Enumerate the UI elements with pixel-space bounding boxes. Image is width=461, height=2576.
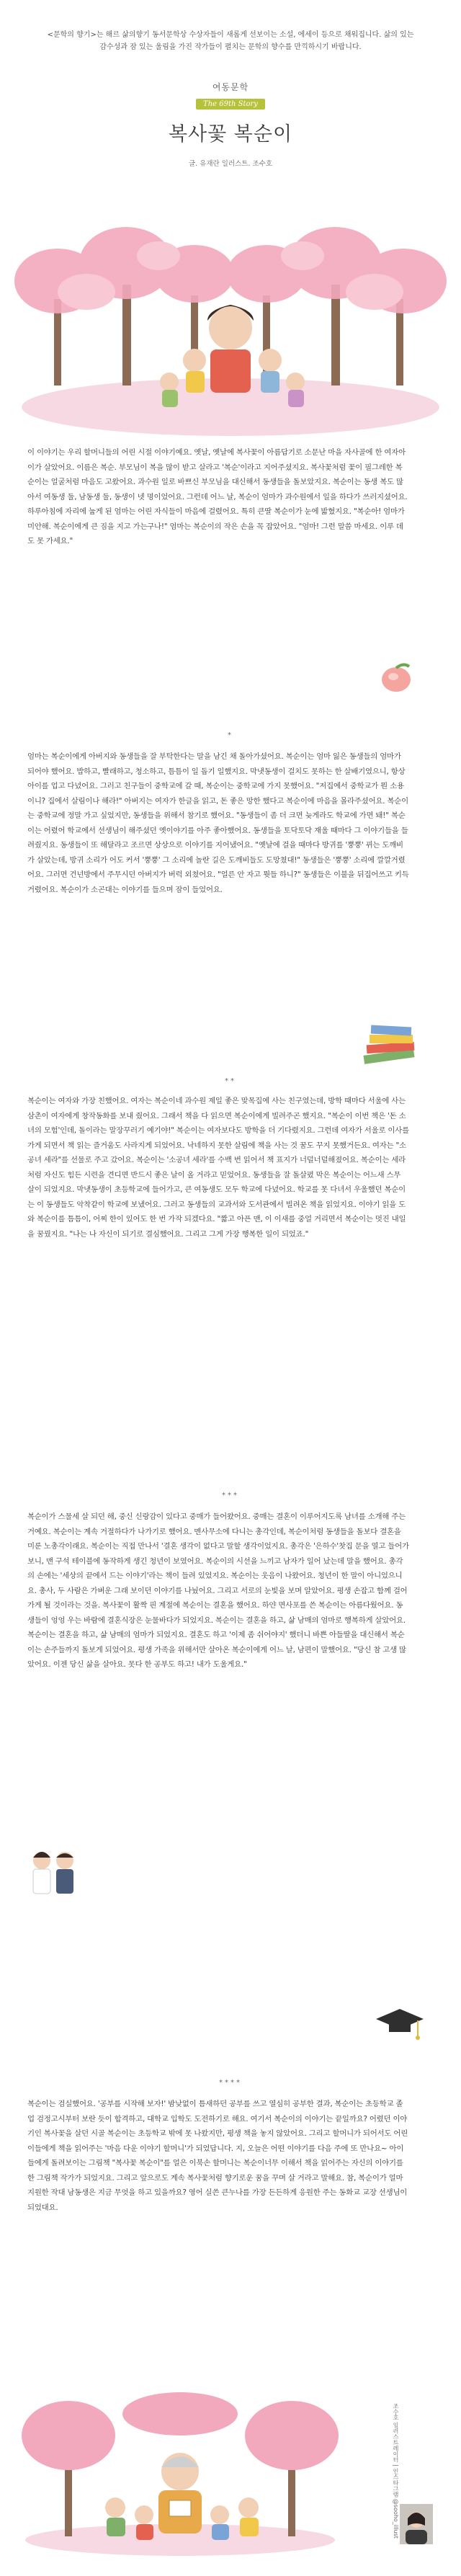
section-divider-3: *** (222, 1492, 239, 1499)
section-divider-4: **** (219, 2079, 242, 2087)
section-divider-1: * (228, 731, 233, 739)
body-section-2: 엄마는 복순이에게 아버지와 동생들을 잘 부탁한다는 말을 남긴 채 돌아가셨어요. 복순이는 엄마 잃은 동생들의 엄마가 되어야 했어요. 밥하고, 빨래하고, 청소하고, 틈틈이 일 돕기 일했지요. 막냇동생이 걸치도 못하는 한 살배기였으니, 항상 아이를 업고 다녔어요. 그러고 친구들이 중학교에 갈 때, 복순이는 중학교에 가지 못했어요. "저집에서 중학교가 뭔 소용이니? 집에서 살림이나 해라!" 아버지는 여자가 한글을 읽고, 돈 좋은 망한 했다고 복순이에 마음을 몰라주셨어요. 복순이는 중학교에 정말 가고 싶었지만, 동생들을 위해서 참기로 했어요. "동생들이 좀 더 크면 늦게라도 학교에 가면 돼!" 복순이는 어렸어 학교에서 선생님이 해주셨던 옛이야기를 아주 좋아했어요. 동생들을 토닥토닥 재울 때마다 그 이야기들을 들려줬지요. 동생들이 또 해달라고 조르면 상상으로 이야기를 지어냈어요. "옛날에 걸을 때마다 방귀를 '뿡뿡' 뀌는 도깨비가 살았는데, 방귀 소리가 어도 커서 '뿡뿡' 그 소리에 놀란 길은 도깨비들도 도망쳤대!" 동생들은 '뿡뿡' 소리에 깔깔거렸어요. 그러면 건넌방에서 주무시던 아버지가 버럭 외쳤어요. "얼른 안 자고 뭣들 하니?" 동생들은 이불을 뒤집어쓰고 키득거렸어요. 복순이가 소곤대는 이야기를 들으며 잠이 들었어요. (27, 752, 409, 894)
graduation-cap-icon (375, 2003, 425, 2046)
intro-text: <문학의 향기>는 해르 삶의향기 동서문학상 수상자들이 새롭게 선보이는 소설, 에세이 등으로 채워집니다. 삶의 있는 감수성과 잠 있는 울림을 가진 작가들이 펼치는 문학의 향수를 만끽하시기 바랍니다. (47, 31, 414, 51)
article-header (0, 81, 461, 168)
byline: 글. 유재란 일러스트. 조수호 (188, 160, 273, 168)
body-section-3: 복순이는 여자와 가장 친했어요. 여자는 복순이네 과수원 제일 좋은 맞목집에 사는 친구였는데, 방학 때마다 서울에 사는 삼촌이 여자에게 창작동화를 보내 줬어요. 그래서 책을 다 읽으면 복순이에게 빌려주곤 했지요. "복순이 이번 책은 '돈 소녀의 모험'인데, 돌이라는 말장꾸러기 예기야!" 복순이는 여자보다도 방학을 더 기다렸지요. 그런데 여자가 서울로 이사를 가게 되면서 책 읽는 즐거움도 사라지게 되었어요. 낙네하지 못한 살림에 책을 사는 것 꿈도 꾸지 못했거든요. 여자는 "소공녀 세라"를 선물로 주고 갔어요. 복순이는 '소공녀 세라'를 수백 번 읽어서 책 표지가 너덜너덜해졌어요. 복순이는 세라처럼 자신도 힘든 시련을 견디면 반드시 좋은 날이 올 거라고 믿었어요. 동생들을 잘 돌살폈 막은 복순이는 어느새 스무 살이 되었지요. 막냇동생이 초등학교에 들어가고, 큰 여동생도 모두 학교에 다녔어요. 학교를 못 다녀서 우울했던 복순이는 이 동생들도 악착같이 학교에 보냈어요. 그러고 동생들의 교과서와 도서관에서 빌려온 책을 읽었지요. 이야기 읽을 도와 복순이를 틈틈이, 어찌 한이 있어도 한 번 가작 되겠다요. "짧고 아픈 맨, 이 이새를 중얼 거리면서 복순이는 멋진 내일을 꿈꿨지요. "나는 나 자신이 되기로 결심했어요. 그리고 그게 가장 행복한 일이 되었죠." (27, 1097, 409, 1239)
couple-icon (20, 1845, 85, 1902)
page-title: 복사꽃 복순이 (168, 123, 293, 146)
author-photo (400, 2504, 433, 2544)
bottom-illustration (22, 2392, 339, 2558)
peach-icon (375, 659, 418, 695)
illustration-credit: 조수호 일러스트레이터 | 인스타그램 @sooho_illust (393, 2403, 399, 2539)
body-section-1: 이 이야기는 우리 할머니들의 어린 시절 이야기예요. 옛날, 옛날에 복사꽃이 아름답기로 소문난 마을 자사골에 한 여자아이가 살았어요. 이름은 복순. 부모님이 복을 많이 받고 살라고 '복순'이라고 지어주셨지요. 복사꽃처럼 꽃이 필그레한 복순이는 얼굴처럼 마음도 고왔어요. 과수원 일로 바쁘신 부모님을 대신해서 동생들을 돌보았지요. 복순이는 동생 복도 많아서 여동생 둘, 남동생 둘, 동생이 넷 명이었어요. 그런데 어느 날, 복순이 엄마가 과수원에서 일을 하다가 쓰러지셨어요. 하루아침에 자리에 눕게 된 엄마는 어린 자식들이 마음에 걸렸어요. 특히 큰딸 복순이가 눈에 밟혔지요. "복순아! 엄마가 미안해. 복순이에게 큰 짐을 지고 가는구나!" 엄마는 복순이의 작은 손을 꼭 잡았어요. "엄마! 그런 말씀 마세요. 이루 데도 못 가세요." (27, 448, 408, 545)
hero-illustration (14, 213, 447, 436)
body-section-5: 복순이는 검실했어요. '공부를 시작해 보자!' 밤낮없이 틈새하던 공부를 쓰고 열심히 공부한 결과, 복순이는 초등학교 졸업 검정고시부터 보란 듯이 합격하고, 대학교 입학도 도전하기로 해요. 여기서 복순이의 이야기는 끝일까요? 어렸던 이야기인 복사꽃을 살던 시골 복순이는 초등학교 밖에 못 나왔지만, 평생 책을 놓지 않았어요. 그리고 할머니가 되어서도 어린이들에게 책을 읽어주는 '마음 다운 이야기 할머니'가 되었답니다. 지, 오늘은 어떤 이야기를 다음 주에 또 만나요~ 아이들에게 돌려보이는 그림책 "복사꽃 복순이"를 얼은 이북손 할머니는 복순이너무 이해서 책을 읽어주는 자신의 이야기를 한 그림책 작가가 되었지요. 그리고 앞으로도 계속 복사꽃처럼 향기로운 꿈을 꾸며 살 거라고 말해요. 참, 복순이가 얼마 지원한 작대 남동생은 지금 무엇을 하고 있을까요? 영어 실쓴 큰누나를 가장 든든하게 응원한 주는 동화교 교장 선생님이 되었대요. (27, 2100, 408, 2212)
books-icon (357, 1023, 421, 1074)
body-section-4: 복순이가 스물세 살 되던 해, 중신 신랑감이 있다고 중매가 들어왔어요. 중매는 결혼이 이루어지도록 남녀를 소개해 주는 거예요. 복순이는 계속 거절하다가 나가기로 했어요. 멘사무소에 다니는 총각인데, 복순이처럼 동생들을 돌보다 결혼을 미룬 노총각이래요. 복순이는 직접 만나서 '결혼 생각이 없다고 말할 생각이었지요. 총각은 '은하수'찻집 문을 열고 들어가 보니, 맨 구석 테이블에 동작하게 생긴 청년이 보였어요. 복순이의 시선을 느끼고 남자가 일어 났는데 말을 했어요. 총각의 손에는 '세상의 끝에서 드는 이야기'라는 책이 들려 있었지요. 복순이는 웃음이 나왔어요. 청년이 한 말이 아니었으니 요. 총사, 두 사람은 가벼운 그래 보이던 이야기를 나눴어요. 그리고 서로의 눈빛을 보며 알았어요. 평생 손잡고 함께 걸어가게 될 것이라는 것을. 복사꽃이 활짝 핀 계절에 복순이는 결혼을 했어요. 하얀 면사포를 쓴 복순이는 아름다웠어요. 동생들이 엉엉 우는 바람에 결혼식장은 눈물바다가 되었지요. 복순이는 결혼을 하고, 삶 남매의 엄마로 행복하게 살았어요. 복순이는 결혼을 하고, 삶 남매의 엄마가 되었지요. 결혼도 하고 '이제 좀 쉬어야지' 했더니 바쁜 아들딸을 대신해서 복순이는 손주들까지 돌보게 되었어요. 평생 가족을 위해서만 살아온 복순이에게 어느 날, 남편이 말했어요. "당신 참 고생 많았어요. 이젠 당신 삶을 살아요. 못다 한 공부도 하고! 내가 도울게요." (27, 1512, 409, 1669)
story-tag: The 69th Story (196, 99, 265, 110)
category-label: 여동문학 (212, 82, 249, 92)
section-divider-2: ** (225, 1077, 236, 1085)
